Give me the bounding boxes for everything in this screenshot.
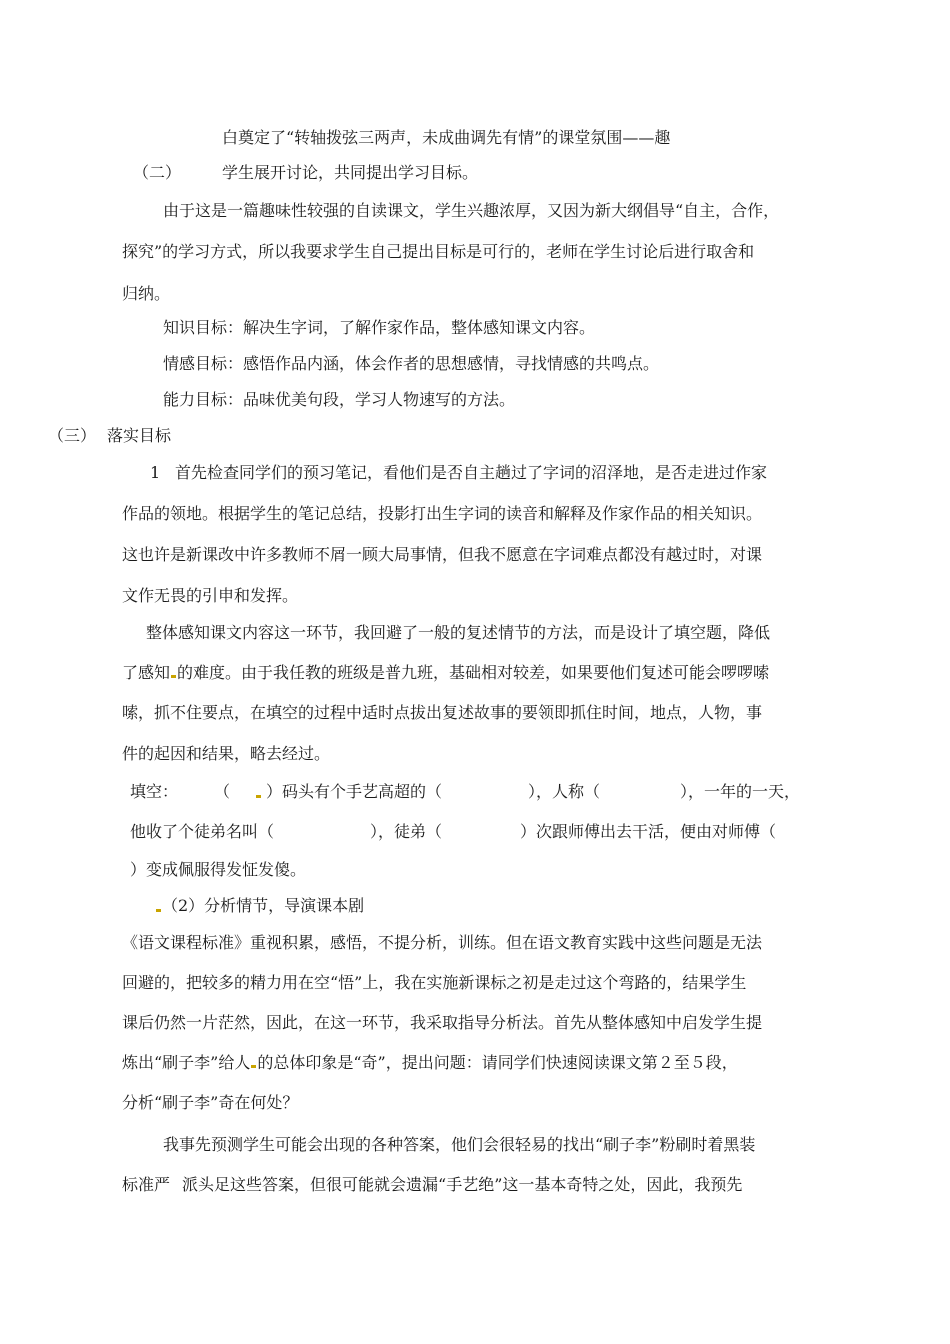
section-number: （三） — [48, 426, 97, 445]
text-line: 能力目标：品味优美句段，学习人物速写的方法。 — [163, 390, 516, 409]
fill-in-text: ），一年的一天， — [680, 782, 801, 801]
fill-in-text: 他收了个徒弟名叫（ — [130, 822, 275, 841]
highlight-mark — [156, 909, 161, 912]
text-line: 文作无畏的引申和发挥。 — [122, 586, 299, 605]
fill-in-text: ），人称（ — [528, 782, 601, 801]
text-segment: 了感知 — [122, 663, 171, 682]
section-heading: 落实目标 — [107, 426, 172, 445]
fill-in-text: ）变成佩服得发怔发傻。 — [130, 860, 307, 879]
text-line: 作品的领地。根据学生的笔记总结，投影打出生字词的读音和解释及作家作品的相关知识。 — [122, 504, 763, 523]
item-number: 1 — [150, 463, 161, 482]
highlight-mark — [256, 795, 261, 798]
text-line — [122, 1175, 742, 1195]
text-line — [122, 933, 762, 953]
text-line — [122, 1053, 738, 1073]
text-line: 由于这是一篇趣味性较强的自读课文，学生兴趣浓厚，又因为新大纲倡导“自主，合作， — [163, 201, 780, 220]
text-line: 件的起因和结果，略去经过。 — [122, 744, 331, 763]
text-segment: 标准严 — [122, 1175, 171, 1194]
text-line: 分析“刷子李”奇在何处？ — [122, 1093, 299, 1112]
section-heading: 学生展开讨论，共同提出学习目标。 — [222, 163, 479, 182]
text-line: 探究”的学习方式，所以我要求学生自己提出目标是可行的，老师在学生讨论后进行取舍和 — [122, 242, 755, 261]
text-segment: 的难度。由于我任教的班级是普九班，基础相对较差，如果要他们复述可能会啰啰嗦 — [177, 663, 770, 682]
fill-in-label: 填空： — [130, 782, 179, 801]
text-line: 课后仍然一片茫然，因此，在这一环节，我采取指导分析法。首先从整体感知中启发学生提 — [122, 1013, 763, 1032]
text-segment: 炼出“刷子李”给人 — [122, 1053, 251, 1072]
subsection-heading: （2）分析情节，导演课本剧 — [162, 896, 365, 915]
text-line — [122, 663, 769, 683]
blank-open-paren: （ — [214, 782, 231, 801]
text-line: 我事先预测学生可能会出现的各种答案，他们会很轻易的找出“刷子李”粉刷时着黑装 — [163, 1135, 756, 1154]
text-line: 归纳。 — [122, 284, 171, 303]
highlight-mark — [251, 1065, 256, 1068]
text-line: 嗦，抓不住要点，在填空的过程中适时点拔出复述故事的要领即抓住时间，地点，人物，事 — [122, 703, 763, 722]
text-line: 这也许是新课改中许多教师不屑一顾大局事情，但我不愿意在字词难点都没有越过时，对课 — [122, 545, 763, 564]
text-segment: 《语文课程标准》重视积累，感悟，不提分析，训 — [122, 933, 475, 952]
text-segment: 练。但在语文教育实践中这些问题是无法 — [474, 933, 763, 952]
text-segment: 的总体印象是“奇”，提出问题：请同学们快速阅读课文第２至５段， — [257, 1053, 738, 1072]
text-line: 整体感知课文内容这一环节，我回避了一般的复述情节的方法，而是设计了填空题，降低 — [146, 623, 771, 642]
fill-in-text: ）码头有个手艺高超的（ — [266, 782, 443, 801]
text-segment: 派头足这些答案，但很可能就会遗漏“手艺绝”这一基本奇特之处，因此，我预先 — [182, 1175, 743, 1194]
section-number: （二） — [133, 163, 182, 182]
fill-in-text: ），徒弟（ — [370, 822, 443, 841]
text-line: 知识目标：解决生字词，了解作家作品，整体感知课文内容。 — [163, 318, 596, 337]
text-line: 首先检查同学们的预习笔记，看他们是否自主趟过了字词的沼泽地，是否走进过作家 — [175, 463, 768, 482]
fill-in-text: ）次跟师傅出去干活，便由对师傅（ — [520, 822, 777, 841]
text-line: 情感目标：感悟作品内涵，体会作者的思想感情，寻找情感的共鸣点。 — [163, 354, 660, 373]
text-line: 回避的，把较多的精力用在空“悟”上，我在实施新课标之初是走过这个弯路的，结果学生 — [122, 973, 747, 992]
text-line: 白奠定了“转轴拨弦三两声，未成曲调先有情”的课堂氛围——趣 — [222, 128, 671, 147]
highlight-mark — [171, 675, 176, 678]
